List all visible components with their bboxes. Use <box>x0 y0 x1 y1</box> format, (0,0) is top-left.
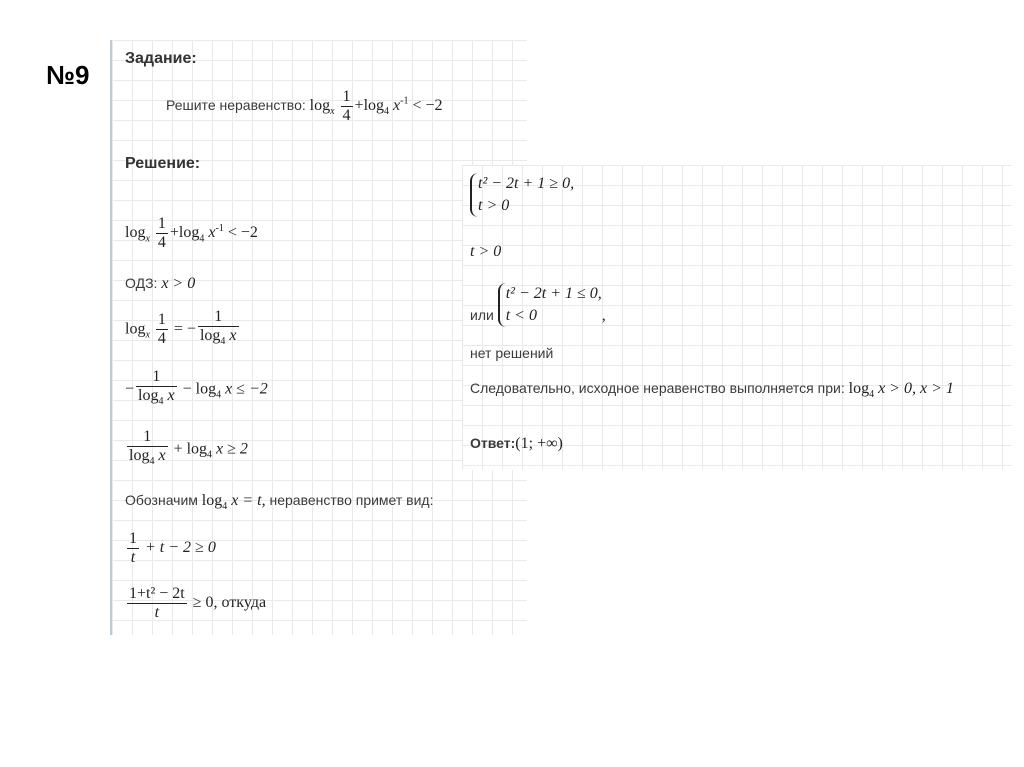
no-solutions: нет решений <box>470 345 554 361</box>
conclusion: Следовательно, исходное неравенство выполняется при: $\log_4 x > 0$, x > 1 <box>470 380 954 401</box>
solution-inequality: $\log_x$ $\frac{1}{4}$ $+\log_4$ $x^{-1} < -2$ <box>125 215 258 251</box>
system-1: t² − 2t + 1 ≥ 0, t > 0 <box>470 173 574 217</box>
step-2: − $\frac{1}{\log_4 x}$ − $\log_4 x \le -2$ <box>125 368 268 408</box>
substitution-line: Обозначим $\log_4 x = t$, неравенство примет вид: <box>125 492 434 513</box>
task-heading: Задание: <box>125 50 197 67</box>
odz: ОДЗ: x > 0 <box>125 275 196 292</box>
system-2: или t² − 2t + 1 ≤ 0, t < 0 , <box>470 283 606 327</box>
solution-heading: Решение: <box>125 155 201 172</box>
task-statement: Решите неравенство: $\log_x$ $\frac{1}{4}$ $+\log_4$ $x^{-1} < -2$ <box>166 88 443 124</box>
step-1: $\log_x$ $\frac{1}{4}$ = − $\frac{1}{\log_4 x}$ <box>125 308 237 348</box>
t-positive: t > 0 <box>470 243 502 260</box>
step-5: $\frac{\text{1+t² − 2t}}{t}$ ≥ 0, откуда <box>129 585 267 621</box>
step-3: $\frac{1}{\log_4 x}$ + $\log_4 x \ge 2$ <box>129 428 248 468</box>
problem-number: №9 <box>46 60 90 90</box>
answer: Ответ:(1; +∞) <box>470 435 563 452</box>
step-4: $\frac{1}{t}$ + t − 2 ≥ 0 <box>129 530 216 566</box>
